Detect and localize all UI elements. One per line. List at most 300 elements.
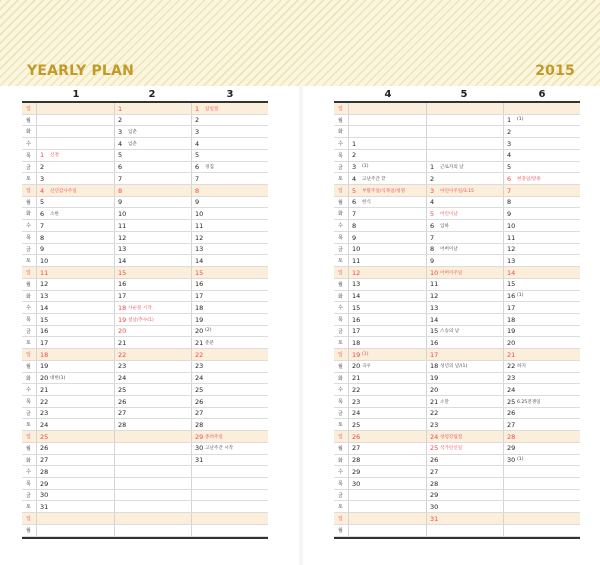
weekday-label: 일 xyxy=(338,434,343,441)
day-cell[interactable] xyxy=(114,396,191,407)
day-cell[interactable] xyxy=(348,337,426,348)
day-cell[interactable] xyxy=(114,232,191,243)
day-cell[interactable] xyxy=(36,208,114,219)
day-number: 6 xyxy=(430,221,435,230)
day-cell[interactable] xyxy=(348,244,426,255)
day-cell[interactable] xyxy=(191,162,268,173)
day-cell[interactable] xyxy=(426,126,503,137)
day-cell[interactable] xyxy=(191,501,268,512)
day-cell[interactable] xyxy=(348,361,426,372)
day-number: 16 xyxy=(430,338,439,347)
day-number: 28 xyxy=(352,456,361,465)
day-cell[interactable] xyxy=(348,126,426,137)
day-number: 19 xyxy=(195,315,204,324)
day-cell[interactable] xyxy=(191,220,268,231)
day-cell[interactable] xyxy=(114,162,191,173)
day-number: 8 xyxy=(352,221,357,230)
day-cell[interactable] xyxy=(36,349,114,360)
day-cell[interactable] xyxy=(348,115,426,126)
day-note: 스승의 날 xyxy=(440,329,460,335)
day-number: 11 xyxy=(507,233,516,242)
day-cell[interactable] xyxy=(36,291,114,302)
day-cell[interactable] xyxy=(114,525,191,536)
day-cell[interactable] xyxy=(426,255,503,266)
week-row xyxy=(22,408,268,420)
day-cell[interactable] xyxy=(426,431,503,442)
day-cell[interactable] xyxy=(114,314,191,325)
day-cell[interactable] xyxy=(426,326,503,337)
week-row xyxy=(334,361,580,373)
day-cell[interactable] xyxy=(348,162,426,173)
day-number: 7 xyxy=(40,221,45,230)
day-number: 14 xyxy=(430,315,439,324)
weekday-label: 화 xyxy=(338,211,343,218)
day-cell[interactable] xyxy=(503,103,580,114)
day-note: 석가탄신일 xyxy=(440,446,463,452)
day-cell[interactable] xyxy=(426,302,503,313)
day-cell[interactable] xyxy=(503,408,580,419)
day-cell[interactable] xyxy=(348,302,426,313)
day-cell[interactable] xyxy=(36,408,114,419)
day-number: 28 xyxy=(430,479,439,488)
day-cell[interactable] xyxy=(503,525,580,536)
weekday-label: 수 xyxy=(338,141,343,148)
day-cell[interactable] xyxy=(114,138,191,149)
day-cell[interactable] xyxy=(191,302,268,313)
day-cell[interactable] xyxy=(503,326,580,337)
day-cell[interactable] xyxy=(36,396,114,407)
day-cell[interactable] xyxy=(426,244,503,255)
day-cell[interactable] xyxy=(36,478,114,489)
day-cell[interactable] xyxy=(503,513,580,524)
day-cell[interactable] xyxy=(191,326,268,337)
day-cell[interactable] xyxy=(426,419,503,430)
day-number: 14 xyxy=(40,303,49,312)
day-number: 9 xyxy=(118,198,123,207)
day-cell[interactable] xyxy=(114,384,191,395)
day-cell[interactable] xyxy=(191,525,268,536)
day-cell[interactable] xyxy=(348,490,426,501)
week-row xyxy=(22,443,268,455)
day-cell[interactable] xyxy=(191,361,268,372)
day-cell[interactable] xyxy=(36,326,114,337)
week-row xyxy=(334,279,580,291)
day-number: 30 xyxy=(40,491,49,500)
day-cell[interactable] xyxy=(114,455,191,466)
day-cell[interactable] xyxy=(191,396,268,407)
week-row xyxy=(22,185,268,197)
day-number: 29 xyxy=(40,479,49,488)
day-cell[interactable] xyxy=(36,255,114,266)
day-cell[interactable] xyxy=(426,361,503,372)
day-cell[interactable] xyxy=(191,115,268,126)
day-number: 9 xyxy=(195,198,200,207)
day-note: 입춘 xyxy=(128,141,137,147)
day-cell[interactable] xyxy=(114,173,191,184)
day-note: 부활주일/식목일/청명 xyxy=(362,188,406,194)
day-cell[interactable] xyxy=(114,361,191,372)
day-number: 7 xyxy=(195,174,200,183)
day-cell[interactable] xyxy=(114,337,191,348)
day-cell[interactable] xyxy=(503,208,580,219)
day-cell[interactable] xyxy=(191,384,268,395)
day-number: 17 xyxy=(352,327,361,336)
day-cell[interactable] xyxy=(36,525,114,536)
day-cell[interactable] xyxy=(114,419,191,430)
day-cell[interactable] xyxy=(36,466,114,477)
day-cell[interactable] xyxy=(36,244,114,255)
day-cell[interactable] xyxy=(36,115,114,126)
month-number: 6 xyxy=(538,89,546,100)
day-cell[interactable] xyxy=(348,419,426,430)
day-cell[interactable] xyxy=(114,255,191,266)
day-number: 21 xyxy=(195,338,204,347)
day-cell[interactable] xyxy=(348,255,426,266)
day-cell[interactable] xyxy=(191,314,268,325)
day-number: 30 xyxy=(430,503,439,512)
day-cell[interactable] xyxy=(191,419,268,430)
day-cell[interactable] xyxy=(503,490,580,501)
day-cell[interactable] xyxy=(426,490,503,501)
day-cell[interactable] xyxy=(348,326,426,337)
day-cell[interactable] xyxy=(426,466,503,477)
day-cell[interactable] xyxy=(426,314,503,325)
day-cell[interactable] xyxy=(191,431,268,442)
weekday-label: 월 xyxy=(338,527,343,534)
day-cell[interactable] xyxy=(348,291,426,302)
day-cell[interactable] xyxy=(36,455,114,466)
day-cell[interactable] xyxy=(36,361,114,372)
day-cell[interactable] xyxy=(191,455,268,466)
day-cell[interactable] xyxy=(114,478,191,489)
day-number: 4 xyxy=(195,139,200,148)
day-number: 22 xyxy=(118,350,127,359)
day-cell[interactable] xyxy=(503,220,580,231)
day-cell[interactable] xyxy=(426,455,503,466)
weekday-label: 일 xyxy=(26,106,31,112)
day-cell[interactable] xyxy=(426,478,503,489)
day-note: 한식 xyxy=(362,200,371,206)
day-number: 27 xyxy=(352,444,361,453)
day-cell[interactable] xyxy=(426,197,503,208)
day-cell[interactable] xyxy=(503,279,580,290)
day-cell[interactable] xyxy=(191,197,268,208)
day-cell[interactable] xyxy=(114,244,191,255)
day-cell[interactable] xyxy=(503,443,580,454)
day-cell[interactable] xyxy=(191,408,268,419)
day-cell[interactable] xyxy=(426,443,503,454)
day-cell[interactable] xyxy=(114,373,191,384)
day-cell[interactable] xyxy=(426,232,503,243)
day-cell[interactable] xyxy=(426,396,503,407)
day-cell[interactable] xyxy=(36,267,114,278)
day-cell[interactable] xyxy=(503,349,580,360)
day-cell[interactable] xyxy=(191,279,268,290)
day-number: 10 xyxy=(195,210,204,219)
day-cell[interactable] xyxy=(348,431,426,442)
day-cell[interactable] xyxy=(348,208,426,219)
day-cell[interactable] xyxy=(503,138,580,149)
day-number: 5 xyxy=(195,151,200,160)
day-cell[interactable] xyxy=(503,314,580,325)
day-cell[interactable] xyxy=(503,244,580,255)
weekday-label: 수 xyxy=(26,223,31,230)
week-row xyxy=(334,373,580,385)
day-cell[interactable] xyxy=(503,150,580,161)
day-cell[interactable] xyxy=(114,279,191,290)
week-row xyxy=(334,443,580,455)
day-cell[interactable] xyxy=(114,220,191,231)
day-cell[interactable] xyxy=(114,103,191,114)
day-cell[interactable] xyxy=(503,255,580,266)
day-number: 24 xyxy=(352,409,361,418)
day-cell[interactable] xyxy=(36,337,114,348)
day-cell[interactable] xyxy=(36,220,114,231)
month-header-row xyxy=(334,86,580,102)
day-cell[interactable] xyxy=(426,291,503,302)
day-cell[interactable] xyxy=(114,126,191,137)
day-cell[interactable] xyxy=(348,501,426,512)
day-cell[interactable] xyxy=(114,208,191,219)
day-cell[interactable] xyxy=(36,232,114,243)
day-cell[interactable] xyxy=(36,384,114,395)
day-cell[interactable] xyxy=(191,337,268,348)
day-cell[interactable] xyxy=(348,466,426,477)
day-cell[interactable] xyxy=(426,103,503,114)
day-cell[interactable] xyxy=(114,185,191,196)
day-cell[interactable] xyxy=(348,314,426,325)
day-cell[interactable] xyxy=(426,267,503,278)
weekday-label: 목 xyxy=(338,316,343,323)
weekday-label: 일 xyxy=(26,434,31,441)
day-cell[interactable] xyxy=(36,501,114,512)
day-cell[interactable] xyxy=(503,302,580,313)
day-cell[interactable] xyxy=(114,267,191,278)
day-cell[interactable] xyxy=(503,173,580,184)
day-cell[interactable] xyxy=(114,431,191,442)
day-cell[interactable] xyxy=(191,138,268,149)
day-note: (2) xyxy=(205,328,212,334)
day-number: 14 xyxy=(195,256,204,265)
day-cell[interactable] xyxy=(36,490,114,501)
day-cell[interactable] xyxy=(114,443,191,454)
day-cell[interactable] xyxy=(191,208,268,219)
day-cell[interactable] xyxy=(114,291,191,302)
day-cell[interactable] xyxy=(348,150,426,161)
day-cell[interactable] xyxy=(348,525,426,536)
day-number: 22 xyxy=(507,362,516,371)
day-cell[interactable] xyxy=(426,220,503,231)
day-number: 18 xyxy=(507,315,516,324)
day-cell[interactable] xyxy=(503,115,580,126)
day-cell[interactable] xyxy=(36,185,114,196)
week-row xyxy=(22,349,268,361)
day-cell[interactable] xyxy=(191,373,268,384)
day-cell[interactable] xyxy=(348,232,426,243)
day-cell[interactable] xyxy=(348,513,426,524)
day-cell[interactable] xyxy=(36,302,114,313)
day-cell[interactable] xyxy=(503,431,580,442)
day-cell[interactable] xyxy=(348,408,426,419)
day-number: 2 xyxy=(195,116,200,125)
day-cell[interactable] xyxy=(426,185,503,196)
day-cell[interactable] xyxy=(191,478,268,489)
day-number: 10 xyxy=(430,268,439,277)
day-cell[interactable] xyxy=(114,302,191,313)
day-cell[interactable] xyxy=(348,349,426,360)
day-cell[interactable] xyxy=(503,361,580,372)
weekday-label: 화 xyxy=(338,457,343,464)
day-cell[interactable] xyxy=(503,455,580,466)
day-cell[interactable] xyxy=(191,267,268,278)
day-cell[interactable] xyxy=(426,150,503,161)
day-cell[interactable] xyxy=(348,103,426,114)
day-cell[interactable] xyxy=(114,501,191,512)
planner-right-page xyxy=(334,86,580,565)
day-cell[interactable] xyxy=(426,279,503,290)
day-cell[interactable] xyxy=(36,431,114,442)
day-cell[interactable] xyxy=(503,162,580,173)
day-cell[interactable] xyxy=(348,197,426,208)
day-cell[interactable] xyxy=(36,373,114,384)
day-number: 3 xyxy=(40,174,45,183)
day-number: 11 xyxy=(430,280,439,289)
day-cell[interactable] xyxy=(191,173,268,184)
week-row xyxy=(22,314,268,326)
day-cell[interactable] xyxy=(426,349,503,360)
day-cell[interactable] xyxy=(426,501,503,512)
day-cell[interactable] xyxy=(426,208,503,219)
day-cell[interactable] xyxy=(503,466,580,477)
day-number: 15 xyxy=(118,268,127,277)
day-cell[interactable] xyxy=(503,501,580,512)
day-cell[interactable] xyxy=(191,150,268,161)
day-cell[interactable] xyxy=(114,490,191,501)
day-cell[interactable] xyxy=(503,478,580,489)
day-number: 20 xyxy=(430,385,439,394)
day-cell[interactable] xyxy=(36,138,114,149)
day-cell[interactable] xyxy=(114,466,191,477)
day-cell[interactable] xyxy=(348,185,426,196)
day-cell[interactable] xyxy=(36,197,114,208)
week-row xyxy=(22,326,268,338)
day-cell[interactable] xyxy=(426,384,503,395)
day-cell[interactable] xyxy=(191,490,268,501)
day-cell[interactable] xyxy=(114,197,191,208)
day-cell[interactable] xyxy=(426,115,503,126)
day-cell[interactable] xyxy=(503,291,580,302)
day-number: 10 xyxy=(40,256,49,265)
day-cell[interactable] xyxy=(426,138,503,149)
day-cell[interactable] xyxy=(36,126,114,137)
day-cell[interactable] xyxy=(114,115,191,126)
day-cell[interactable] xyxy=(191,466,268,477)
day-cell[interactable] xyxy=(348,173,426,184)
day-cell[interactable] xyxy=(348,279,426,290)
day-cell[interactable] xyxy=(36,173,114,184)
day-cell[interactable] xyxy=(191,244,268,255)
day-cell[interactable] xyxy=(36,150,114,161)
day-number: 18 xyxy=(118,303,127,312)
day-cell[interactable] xyxy=(36,279,114,290)
day-cell[interactable] xyxy=(426,173,503,184)
day-cell[interactable] xyxy=(348,373,426,384)
day-cell[interactable] xyxy=(426,525,503,536)
month-number: 2 xyxy=(148,89,156,100)
weekday-label: 수 xyxy=(338,305,343,312)
day-cell[interactable] xyxy=(426,373,503,384)
day-number: 5 xyxy=(430,210,435,219)
week-row xyxy=(22,525,268,537)
day-cell[interactable] xyxy=(503,396,580,407)
day-cell[interactable] xyxy=(348,478,426,489)
week-row xyxy=(334,150,580,162)
week-row xyxy=(334,396,580,408)
day-cell[interactable] xyxy=(503,197,580,208)
day-cell[interactable] xyxy=(348,138,426,149)
day-cell[interactable] xyxy=(191,126,268,137)
day-cell[interactable] xyxy=(36,314,114,325)
day-cell[interactable] xyxy=(191,255,268,266)
day-cell[interactable] xyxy=(191,513,268,524)
day-number: 26 xyxy=(118,397,127,406)
day-cell[interactable] xyxy=(114,408,191,419)
day-cell[interactable] xyxy=(36,103,114,114)
day-cell[interactable] xyxy=(36,419,114,430)
day-cell[interactable] xyxy=(348,396,426,407)
day-cell[interactable] xyxy=(114,349,191,360)
day-cell[interactable] xyxy=(426,162,503,173)
day-cell[interactable] xyxy=(426,513,503,524)
day-number: 16 xyxy=(118,280,127,289)
day-cell[interactable] xyxy=(348,443,426,454)
day-cell[interactable] xyxy=(191,185,268,196)
day-cell[interactable] xyxy=(191,103,268,114)
weekday-label: 화 xyxy=(26,293,31,300)
day-cell[interactable] xyxy=(426,337,503,348)
day-cell[interactable] xyxy=(191,232,268,243)
day-cell[interactable] xyxy=(114,326,191,337)
day-cell[interactable] xyxy=(348,267,426,278)
day-cell[interactable] xyxy=(348,384,426,395)
day-number: 4 xyxy=(507,151,512,160)
day-cell[interactable] xyxy=(503,384,580,395)
day-cell[interactable] xyxy=(114,513,191,524)
week-row xyxy=(334,525,580,537)
day-cell[interactable] xyxy=(503,419,580,430)
day-cell[interactable] xyxy=(503,232,580,243)
day-cell[interactable] xyxy=(191,291,268,302)
day-cell[interactable] xyxy=(36,513,114,524)
day-cell[interactable] xyxy=(503,126,580,137)
day-cell[interactable] xyxy=(503,267,580,278)
day-cell[interactable] xyxy=(426,408,503,419)
day-cell[interactable] xyxy=(191,443,268,454)
week-row xyxy=(22,138,268,150)
day-cell[interactable] xyxy=(36,443,114,454)
day-cell[interactable] xyxy=(348,220,426,231)
day-cell[interactable] xyxy=(503,337,580,348)
day-note: 곡우 xyxy=(362,364,371,370)
day-cell[interactable] xyxy=(348,455,426,466)
day-cell[interactable] xyxy=(503,373,580,384)
day-cell[interactable] xyxy=(503,185,580,196)
weekday-label: 토 xyxy=(26,340,31,347)
day-cell[interactable] xyxy=(36,162,114,173)
day-cell[interactable] xyxy=(191,349,268,360)
month-number: 3 xyxy=(226,89,234,100)
day-cell[interactable] xyxy=(114,150,191,161)
